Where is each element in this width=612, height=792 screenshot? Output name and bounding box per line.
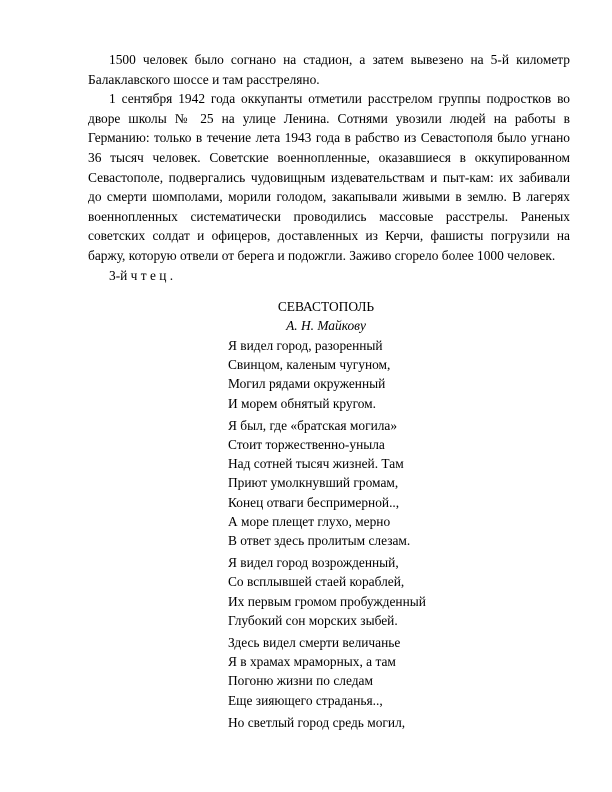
poem-dedication: А. Н. Майкову [286,318,366,333]
poem-line: Глубокий сон морских зыбей. [228,612,398,628]
poem-line: Над сотней тысяч жизней. Там [228,456,404,472]
stanza-1 [228,336,588,413]
poem-line: Со всплывшей стаей кораблей, [228,574,405,590]
paragraph-stadium: 1500 человек было согнано на стадион, а затем вывезено на 5-й километр Балаклавского шоссе и там расстреляно. [88,52,570,87]
poem-line: Я видел город, разоренный [228,338,383,353]
poem-line: Их первым громом пробужденный [228,593,426,609]
poem-line: Могил рядами окруженный [228,376,386,392]
poem-title: СЕВАСТОПОЛЬ [277,299,375,314]
poem-line: Здесь видел смерти величанье [228,635,401,651]
poem-line: Я в храмах мраморных, а там [228,654,396,670]
poem-line: Но светлый город средь могил, [228,714,406,730]
poem-line: И морем обнятый кругом. [228,395,376,411]
poem-line: Еще зияющего страданья.., [228,692,383,708]
poem-line: Погоню жизни по следам [228,673,373,689]
reader-cue: 3-й ч т е ц . [109,267,174,283]
stanza-4 [228,633,588,710]
stanza-3 [228,553,588,630]
stanza-5 [228,713,588,732]
poem-line: Стоит торжественно-уныла [228,437,385,453]
poem-line: Конец отваги беспримерной.., [228,494,400,510]
poem-body [228,336,588,735]
paragraph-september-1942: 1 сентября 1942 года оккупанты отметили расстрелом группы подростков во дворе школы № 25 на улице Ленина. Сотнями увозили людей на работы в Германию: только в течение лета 1943 года в рабство из Севастополя было угнано 36 тысяч человек. Советские военнопленные, оказавшиеся в оккупированном Севастополе, подвергались чудовищным издевательствам и пыт-кам: их забивали до смерти шомполами, морили голодом, закапывали живыми в землю. В лагерях военнопленных систематически проводились массовые расстрелы. Раненых советских солдат и офицеров, доставленных из Керчи, фашисты погрузили на баржу, которую отвели от берега и подожгли. Заживо сгорело более 1000 человек. [88,91,570,263]
poem-line: Я был, где «братская могила» [228,417,398,433]
poem-line: Я видел город возрожденный, [228,555,399,571]
poem-line: Свинцом, каленым чугуном, [228,357,391,373]
poem-line: Приют умолкнувший громам, [228,475,399,491]
poem-line: А море плещет глухо, мерно [228,513,391,529]
stanza-2 [228,416,588,550]
prose-body [88,50,570,285]
poem-line: В ответ здесь пролитым слезам. [228,533,411,549]
